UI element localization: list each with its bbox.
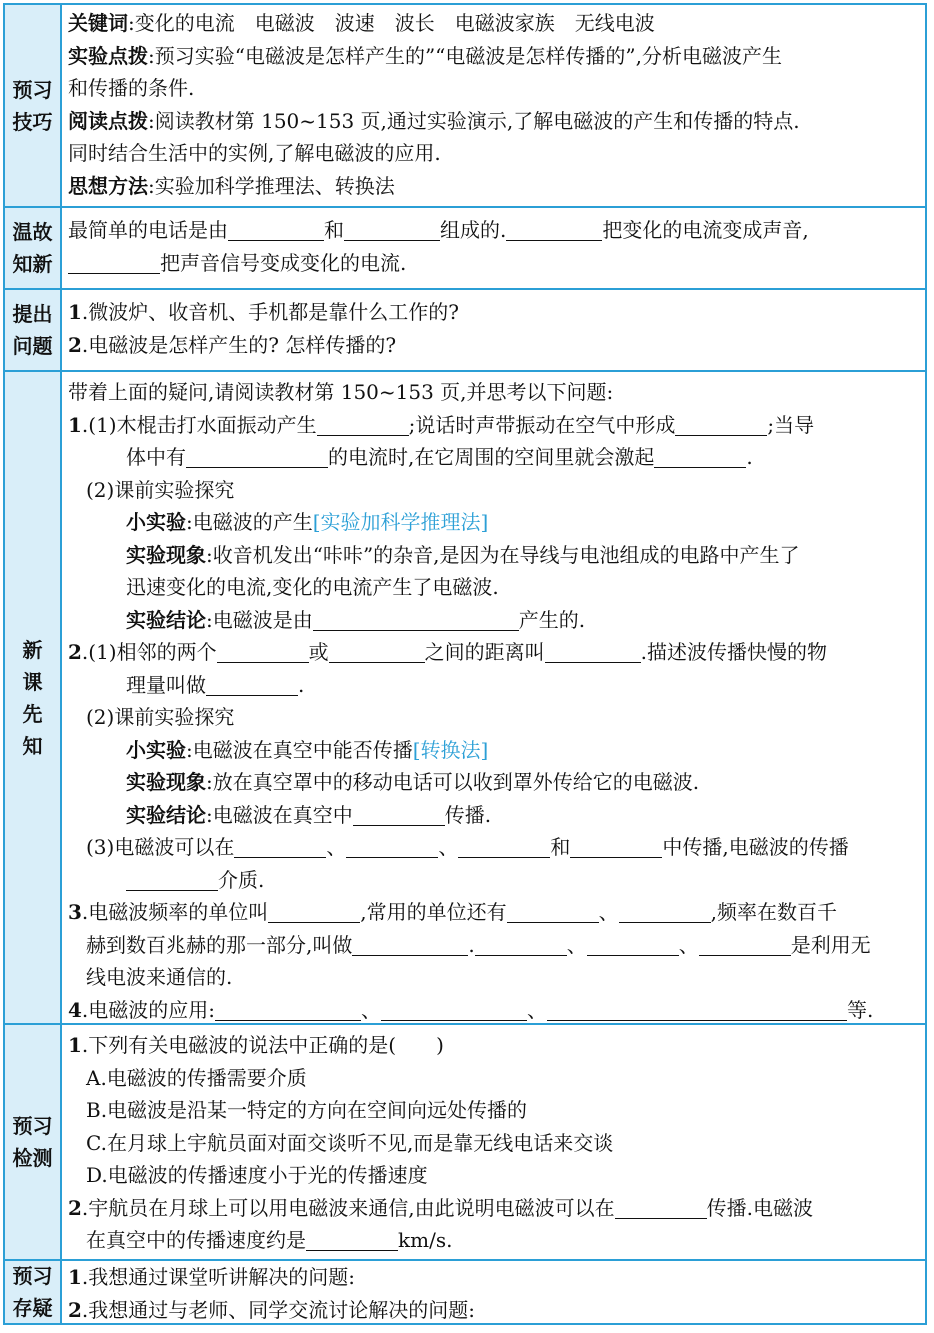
answer-blank[interactable]: [228, 216, 324, 241]
text: 中传播,电磁波的传播: [662, 835, 849, 859]
answer-blank[interactable]: [619, 898, 711, 923]
answer-blank[interactable]: [475, 931, 567, 956]
question-item: [68, 296, 919, 329]
answer-blank[interactable]: [587, 931, 679, 956]
answer-blank[interactable]: [615, 1194, 707, 1219]
experiment-line: [68, 734, 919, 767]
text: 、: [598, 900, 619, 924]
conclusion-text: :电磁波在真空中: [206, 802, 353, 827]
text: ,频率在数百千: [710, 900, 837, 924]
answer-blank[interactable]: [68, 249, 160, 274]
text: 把变化的电流变成声音,: [602, 218, 809, 242]
problem-1-line: [68, 409, 919, 442]
text: 或: [308, 640, 329, 664]
text: 、: [678, 932, 699, 957]
answer-blank[interactable]: [126, 866, 218, 891]
method-label: 思想方法: [68, 173, 148, 198]
doubt-item: [68, 1294, 919, 1327]
sub-heading: [68, 701, 919, 734]
option-text: A.电磁波的传播需要介质: [86, 1065, 307, 1090]
choice-option[interactable]: [68, 1094, 919, 1127]
item-number: 3: [68, 900, 82, 924]
row-label: [5, 5, 62, 206]
text: .(1)木棍击打水面振动产生: [81, 412, 317, 437]
question-item: [68, 329, 919, 362]
reading-tip-text: 同时结合生活中的实例,了解电磁波的应用.: [68, 141, 441, 165]
answer-blank[interactable]: [699, 931, 791, 956]
text: .: [298, 672, 305, 697]
keywords-label: 关键词: [68, 11, 128, 35]
text: 、: [361, 997, 382, 1022]
experiment-tip-line: [68, 40, 919, 73]
row-label: [5, 372, 62, 1023]
doubt-item: [68, 1261, 919, 1294]
keywords-line: [68, 7, 919, 40]
text: 线电波来通信的.: [86, 965, 233, 989]
method-line: [68, 170, 919, 203]
text: ;当导: [767, 412, 815, 437]
item-number: 1: [68, 1265, 82, 1289]
phenomenon-line: [68, 766, 919, 799]
reading-tip-text: :阅读教材第 150~153 页,通过实验演示,了解电磁波的产生和传播的特点.: [148, 108, 800, 133]
text: 和: [550, 835, 571, 859]
intro-line: [68, 376, 919, 409]
answer-blank[interactable]: [329, 638, 425, 663]
conclusion-label: 实验结论: [126, 607, 206, 632]
row-label: [5, 208, 62, 288]
answer-blank[interactable]: [381, 996, 527, 1021]
sub-heading-text: (2)课前实验探究: [86, 477, 235, 502]
item-number: 1: [68, 412, 82, 437]
answer-blank[interactable]: [215, 996, 361, 1021]
text: 、: [326, 835, 347, 859]
text: 的电流时,在它周围的空间里就会激起: [328, 445, 655, 469]
text: 体中有: [126, 445, 186, 469]
text: 理量叫做: [126, 672, 206, 697]
answer-blank[interactable]: [675, 411, 767, 436]
conclusion-text: 传播.: [444, 802, 492, 827]
review-line: [68, 214, 919, 247]
test-question: [68, 1192, 919, 1225]
label-line: 新: [22, 637, 43, 662]
row-content: [62, 208, 925, 288]
option-text: D.电磁波的传播速度小于光的传播速度: [86, 1163, 428, 1187]
label-line: 提出: [12, 302, 53, 326]
text: 最简单的电话是由: [68, 218, 228, 242]
worksheet-table: [3, 3, 927, 1325]
reading-tip-line: [68, 137, 919, 170]
keywords-text: :变化的电流 电磁波 波速 波长 电磁波家族 无线电波: [128, 11, 655, 35]
problem-1-line: [68, 441, 919, 474]
item-number: 2: [68, 1195, 82, 1220]
method-tag: [转换法]: [412, 737, 489, 762]
phenomenon-text: 迅速变化的电流,变化的电流产生了电磁波.: [126, 575, 499, 599]
conclusion-text: 产生的.: [518, 607, 586, 632]
choice-option[interactable]: [68, 1062, 919, 1095]
answer-blank[interactable]: [186, 443, 328, 468]
text: 介质.: [218, 867, 265, 892]
phenomenon-label: 实验现象: [126, 542, 206, 567]
item-number: 2: [68, 640, 82, 664]
answer-blank[interactable]: [353, 801, 445, 826]
experiment-label: 小实验: [126, 737, 186, 762]
test-question: [68, 1029, 919, 1062]
text: 把声音信号变成变化的电流.: [160, 250, 407, 275]
problem-3-line: [68, 896, 919, 929]
row-label: [5, 290, 62, 370]
conclusion-line: [68, 604, 919, 637]
text: 、: [438, 835, 459, 859]
answer-blank[interactable]: [458, 833, 550, 858]
text: .电磁波的应用:: [81, 997, 216, 1022]
label-line: 温故: [12, 220, 53, 244]
text: 是利用无: [790, 932, 871, 957]
row-preview-test: [5, 1025, 925, 1261]
answer-blank[interactable]: [268, 898, 360, 923]
option-text: C.在月球上宇航员面对面交谈听不见,而是靠无线电话来交谈: [86, 1130, 614, 1155]
experiment-tip-text: 和传播的条件.: [68, 76, 195, 100]
label-line: 预习: [12, 77, 53, 102]
row-content: [62, 5, 925, 206]
item-number: 2: [68, 332, 82, 357]
experiment-tip-label: 实验点拨: [68, 43, 148, 68]
answer-blank[interactable]: [344, 216, 440, 241]
reading-tip-label: 阅读点拨: [68, 108, 148, 133]
option-text: B.电磁波是沿某一特定的方向在空间向远处传播的: [86, 1098, 528, 1122]
experiment-text: :电磁波在真空中能否传播: [186, 737, 413, 762]
item-number: 4: [68, 997, 82, 1022]
phenomenon-text: :收音机发出“咔咔”的杂音,是因为在导线与电池组成的电路中产生了: [206, 542, 800, 567]
review-line: [68, 247, 919, 280]
answer-blank[interactable]: [306, 1226, 398, 1251]
answer-blank[interactable]: [654, 443, 746, 468]
question-text: km/s.: [398, 1228, 453, 1252]
text: (3)电磁波可以在: [86, 835, 235, 859]
label-line: 知新: [12, 252, 53, 276]
choice-option[interactable]: [68, 1127, 919, 1160]
row-content: [62, 372, 925, 1023]
choice-option[interactable]: [68, 1159, 919, 1192]
experiment-label: 小实验: [126, 510, 186, 534]
row-label: [5, 1261, 62, 1323]
sub-heading-text: (2)课前实验探究: [86, 705, 235, 729]
row-content: [62, 1261, 925, 1323]
question-text: 在真空中的传播速度约是: [86, 1228, 306, 1252]
experiment-tip-line: [68, 72, 919, 105]
problem-2-line: [68, 669, 919, 702]
question-text: 传播.电磁波: [706, 1195, 813, 1220]
sub-item-line: [68, 864, 919, 897]
answer-blank[interactable]: [547, 996, 847, 1021]
experiment-line: [68, 506, 919, 539]
row-preview-tips: [5, 5, 925, 208]
conclusion-line: [68, 799, 919, 832]
phenomenon-label: 实验现象: [126, 770, 206, 794]
problem-3-line: [68, 929, 919, 962]
question-text: .微波炉、收音机、手机都是靠什么工作的?: [81, 300, 460, 324]
experiment-text: :电磁波的产生: [186, 510, 313, 534]
answer-blank[interactable]: [317, 411, 409, 436]
row-content: [62, 1025, 925, 1259]
label-line: 问题: [12, 334, 53, 358]
text: .(1)相邻的两个: [81, 640, 217, 664]
row-review: [5, 208, 925, 290]
text: 等.: [847, 997, 874, 1022]
reading-tip-line: [68, 105, 919, 138]
text: 之间的距离叫: [424, 640, 545, 664]
test-question: [68, 1224, 919, 1257]
label-line: 技巧: [12, 109, 53, 134]
answer-blank[interactable]: [507, 898, 599, 923]
text: .电磁波频率的单位叫: [81, 900, 269, 924]
row-preview-doubts: [5, 1261, 925, 1323]
text: ;说话时声带振动在空气中形成: [408, 412, 676, 437]
text: 赫到数百兆赫的那一部分,叫做: [86, 932, 353, 957]
problem-2-line: [68, 636, 919, 669]
item-number: 1: [68, 300, 82, 324]
item-number: 1: [68, 1033, 82, 1057]
text: .: [746, 445, 753, 469]
sub-item-line: [68, 831, 919, 864]
answer-blank[interactable]: [545, 638, 641, 663]
phenomenon-text: :放在真空罩中的移动电话可以收到罩外传给它的电磁波.: [206, 770, 700, 794]
problem-3-line: [68, 961, 919, 994]
row-label: [5, 1025, 62, 1259]
question-text: .电磁波是怎样产生的? 怎样传播的?: [81, 332, 397, 357]
label-line: 检测: [12, 1146, 53, 1170]
label-line: 先: [22, 701, 43, 726]
text: .描述波传播快慢的物: [640, 640, 827, 664]
item-number: 2: [68, 1297, 82, 1322]
phenomenon-line: [68, 571, 919, 604]
text: ,常用的单位还有: [360, 900, 507, 924]
text: 和: [324, 218, 344, 242]
answer-blank[interactable]: [346, 833, 438, 858]
label-line: 存疑: [12, 1296, 53, 1320]
answer-blank[interactable]: [206, 671, 298, 696]
conclusion-text: :电磁波是由: [206, 607, 313, 632]
answer-blank[interactable]: [234, 833, 326, 858]
question-text: .宇航员在月球上可以用电磁波来通信,由此说明电磁波可以在: [81, 1195, 615, 1220]
doubt-text: .我想通过课堂听讲解决的问题:: [81, 1265, 356, 1289]
answer-blank[interactable]: [570, 833, 662, 858]
conclusion-label: 实验结论: [126, 802, 206, 827]
label-line: 课: [22, 669, 43, 694]
question-text: .下列有关电磁波的说法中正确的是( ): [81, 1033, 444, 1057]
method-tag: [实验加科学推理法]: [312, 510, 489, 534]
answer-blank[interactable]: [352, 931, 468, 956]
text: 、: [566, 932, 587, 957]
experiment-tip-text: :预习实验“电磁波是怎样产生的”“电磁波是怎样传播的”,分析电磁波产生: [148, 43, 782, 68]
text: 组成的.: [440, 218, 507, 242]
phenomenon-line: [68, 539, 919, 572]
method-text: :实验加科学推理法、转换法: [148, 173, 395, 198]
label-line: 预习: [12, 1114, 53, 1138]
row-new-lesson: [5, 372, 925, 1025]
problem-4-line: [68, 994, 919, 1027]
answer-blank[interactable]: [506, 216, 602, 241]
answer-blank[interactable]: [217, 638, 309, 663]
row-content: [62, 290, 925, 370]
label-line: 预习: [12, 1264, 53, 1288]
doubt-text: .我想通过与老师、同学交流讨论解决的问题:: [81, 1297, 476, 1322]
text: .: [468, 932, 475, 957]
text: 、: [527, 997, 548, 1022]
sub-heading: [68, 474, 919, 507]
label-line: 知: [22, 733, 43, 758]
intro-text: 带着上面的疑问,请阅读教材第 150~153 页,并思考以下问题:: [68, 380, 614, 404]
row-questions: [5, 290, 925, 372]
answer-blank[interactable]: [313, 606, 519, 631]
